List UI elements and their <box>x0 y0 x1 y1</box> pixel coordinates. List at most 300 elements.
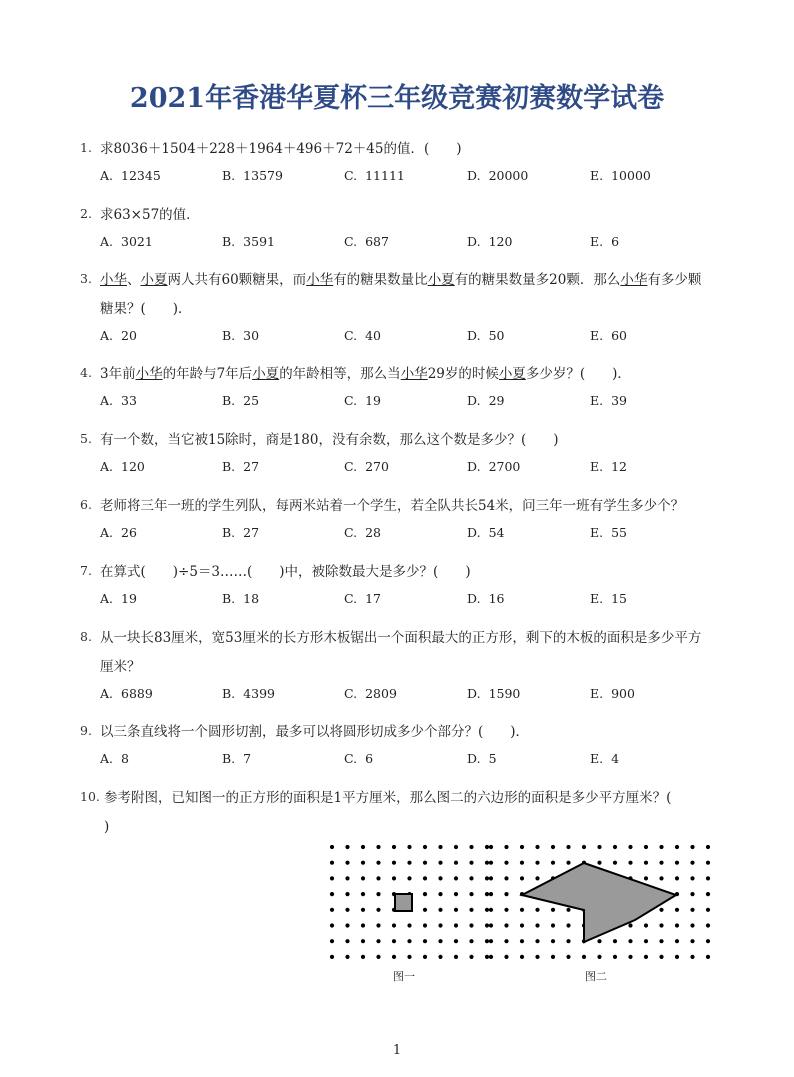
question-text: 小华、小夏两人共有60颗糖果，而小华有的糖果数量比小夏有的糖果数量多20颗．那么小华有多少颗 <box>100 272 702 288</box>
grid-dot <box>330 908 334 912</box>
option-value: 26 <box>121 525 137 540</box>
grid-dot <box>644 939 648 943</box>
grid-dot <box>423 908 427 912</box>
option-value: 120 <box>121 459 145 474</box>
grid-dot <box>628 861 632 865</box>
option-value: 29 <box>488 393 505 408</box>
grid-dot <box>504 876 508 880</box>
grid-dot <box>407 923 411 927</box>
option-letter: C. <box>344 686 358 701</box>
answer-option[interactable] <box>222 525 259 540</box>
grid-dot <box>485 955 489 959</box>
grid-dot <box>345 908 349 912</box>
grid-dot <box>438 955 442 959</box>
option-letter: E. <box>590 751 604 766</box>
answer-option[interactable] <box>590 328 627 343</box>
option-letter: B. <box>222 168 236 183</box>
grid-dot <box>520 861 524 865</box>
grid-dot <box>520 908 524 912</box>
grid-dot <box>345 845 349 849</box>
option-value: 10000 <box>611 168 651 183</box>
grid-dot <box>566 908 570 912</box>
option-value: 6 <box>365 751 374 766</box>
option-letter: A. <box>100 168 114 183</box>
option-letter: B. <box>222 751 236 766</box>
grid-dot <box>454 955 458 959</box>
grid-dot <box>454 845 458 849</box>
option-value: 1590 <box>488 686 521 701</box>
grid-dot <box>628 955 632 959</box>
grid-dot <box>690 892 694 896</box>
answer-option[interactable] <box>467 168 528 183</box>
grid-dot <box>520 939 524 943</box>
grid-dot <box>345 892 349 896</box>
option-value: 19 <box>121 591 137 606</box>
grid-dot <box>504 955 508 959</box>
grid-dot <box>706 955 710 959</box>
underlined-name: 小华 <box>620 272 648 288</box>
answer-option[interactable] <box>222 393 259 408</box>
grid-dot <box>454 939 458 943</box>
underlined-name: 小华 <box>100 272 127 288</box>
option-value: 33 <box>121 393 137 408</box>
grid-dot <box>376 908 380 912</box>
grid-dot <box>504 892 508 896</box>
figure-one-caption: 图一 <box>393 970 415 983</box>
option-letter: C. <box>344 459 358 474</box>
grid-dot <box>485 908 489 912</box>
option-value: 20 <box>121 328 137 343</box>
grid-dot <box>644 845 648 849</box>
option-letter: E. <box>590 328 604 343</box>
grid-dot <box>438 845 442 849</box>
grid-dot <box>551 955 555 959</box>
answer-option[interactable] <box>344 751 373 766</box>
option-letter: D. <box>467 234 481 249</box>
grid-dot <box>438 892 442 896</box>
answer-option[interactable] <box>467 393 504 408</box>
grid-dot <box>489 908 493 912</box>
grid-dot <box>659 845 663 849</box>
grid-dot <box>675 908 679 912</box>
grid-dot <box>597 861 601 865</box>
grid-dot <box>330 892 334 896</box>
grid-dot <box>392 939 396 943</box>
grid-dot <box>454 892 458 896</box>
grid-dot <box>345 876 349 880</box>
answer-option[interactable] <box>590 393 627 408</box>
option-value: 20000 <box>488 168 529 183</box>
option-value: 3021 <box>121 234 153 249</box>
question-number: 3. <box>80 271 92 286</box>
grid-dot <box>628 923 632 927</box>
grid-dot <box>566 845 570 849</box>
answer-option[interactable] <box>467 751 497 766</box>
grid-dot <box>613 955 617 959</box>
underlined-name: 小华 <box>135 366 163 382</box>
answer-option[interactable] <box>344 328 381 343</box>
answer-option[interactable] <box>590 591 627 606</box>
answer-option[interactable] <box>344 168 405 183</box>
grid-dot <box>690 923 694 927</box>
grid-dot <box>535 908 539 912</box>
grid-dot <box>392 923 396 927</box>
option-letter: A. <box>100 591 114 606</box>
grid-dot <box>361 939 365 943</box>
grid-dot <box>535 845 539 849</box>
grid-dot <box>582 845 586 849</box>
grid-dot <box>690 861 694 865</box>
question-number: 1. <box>80 140 92 155</box>
answer-option[interactable] <box>100 686 153 701</box>
question-text: 在算式( )÷5＝3……( )中，被除数最大是多少？( ) <box>100 564 471 580</box>
grid-dot <box>706 876 710 880</box>
answer-option[interactable] <box>344 591 381 606</box>
option-value: 2700 <box>488 459 521 474</box>
grid-dot <box>566 923 570 927</box>
grid-dot <box>407 955 411 959</box>
option-value: 50 <box>488 328 505 343</box>
option-value: 270 <box>365 459 389 474</box>
grid-dot <box>659 861 663 865</box>
option-letter: D. <box>467 591 481 606</box>
underlined-name: 小华 <box>306 272 334 288</box>
option-value: 17 <box>365 591 381 606</box>
question-number: 9. <box>80 723 92 738</box>
grid-dot <box>438 939 442 943</box>
grid-dot <box>485 861 489 865</box>
answer-option[interactable] <box>100 459 145 474</box>
answer-option[interactable] <box>344 686 397 701</box>
option-value: 5 <box>488 751 497 766</box>
option-letter: B. <box>222 591 236 606</box>
answer-option[interactable] <box>100 168 161 183</box>
option-letter: D. <box>467 168 481 183</box>
answer-option[interactable] <box>344 393 381 408</box>
underlined-name: 小夏 <box>427 272 455 288</box>
grid-dot <box>597 955 601 959</box>
question-number: 2. <box>80 206 92 221</box>
answer-option[interactable] <box>344 234 389 249</box>
question-text: 求8036＋1504＋228＋1964＋496＋72＋45的值．( ) <box>100 141 462 157</box>
option-letter: C. <box>344 751 358 766</box>
option-value: 4 <box>611 751 620 766</box>
grid-dot <box>407 939 411 943</box>
grid-dot <box>520 955 524 959</box>
grid-dot <box>376 861 380 865</box>
answer-options <box>100 234 740 254</box>
answer-option[interactable] <box>467 525 504 540</box>
grid-dot <box>361 892 365 896</box>
answer-option[interactable] <box>222 459 259 474</box>
question-text: 以三条直线将一个圆形切割，最多可以将圆形切成多少个部分？( )． <box>100 724 530 740</box>
grid-dot <box>423 876 427 880</box>
grid-dot <box>489 861 493 865</box>
underlined-name: 小夏 <box>252 366 280 382</box>
grid-dot <box>520 876 524 880</box>
grid-dot <box>520 923 524 927</box>
grid-dot <box>407 876 411 880</box>
answer-option[interactable] <box>590 751 619 766</box>
underlined-name: 小华 <box>400 366 428 382</box>
grid-dot <box>659 876 663 880</box>
grid-dot <box>659 955 663 959</box>
option-value: 40 <box>365 328 381 343</box>
question-number: 5. <box>80 431 92 446</box>
grid-dot <box>690 908 694 912</box>
answer-option[interactable] <box>344 459 389 474</box>
grid-dot <box>644 923 648 927</box>
grid-dot <box>454 876 458 880</box>
grid-dot <box>535 876 539 880</box>
grid-dot <box>485 876 489 880</box>
option-value: 8 <box>121 751 129 766</box>
option-letter: A. <box>100 459 114 474</box>
grid-dot <box>454 861 458 865</box>
grid-dot <box>520 845 524 849</box>
answer-option[interactable] <box>344 525 381 540</box>
option-value: 28 <box>365 525 381 540</box>
grid-dot <box>504 845 508 849</box>
option-letter: D. <box>467 328 481 343</box>
grid-dot <box>675 955 679 959</box>
grid-dot <box>376 845 380 849</box>
option-letter: E. <box>590 686 604 701</box>
option-letter: A. <box>100 525 114 540</box>
grid-dot <box>675 923 679 927</box>
grid-dot <box>469 908 473 912</box>
grid-dot <box>330 861 334 865</box>
question-text: 求63×57的值． <box>100 207 200 223</box>
grid-dot <box>551 908 555 912</box>
question-text: 老师将三年一班的学生列队，每两米站着一个学生，若全队共长54米，问三年一班有学生多少个？ <box>100 498 685 514</box>
grid-dot <box>361 861 365 865</box>
option-value: 60 <box>611 328 628 343</box>
question-number: 8. <box>80 629 92 644</box>
question-text: 从一块长83厘米，宽53厘米的长方形木板锯出一个面积最大的正方形，剩下的木板的面积是多少平方 <box>100 630 702 646</box>
option-letter: A. <box>100 686 114 701</box>
answer-option[interactable] <box>467 591 504 606</box>
grid-dot <box>469 876 473 880</box>
option-letter: E. <box>590 393 604 408</box>
grid-dot <box>644 955 648 959</box>
grid-dot <box>392 861 396 865</box>
question-number: 10. <box>80 789 100 804</box>
hexagon-shape <box>522 863 676 942</box>
grid-dot <box>438 923 442 927</box>
answer-option[interactable] <box>467 459 520 474</box>
grid-dot <box>345 939 349 943</box>
grid-dot <box>376 923 380 927</box>
grid-dot <box>504 861 508 865</box>
grid-dot <box>330 923 334 927</box>
grid-dot <box>407 861 411 865</box>
grid-dot <box>345 861 349 865</box>
option-value: 25 <box>243 393 260 408</box>
grid-dot <box>489 955 493 959</box>
option-letter: A. <box>100 751 114 766</box>
grid-dot <box>485 892 489 896</box>
grid-dot <box>628 939 632 943</box>
grid-dot <box>330 939 334 943</box>
grid-dot <box>659 908 663 912</box>
option-letter: D. <box>467 751 481 766</box>
option-value: 39 <box>611 393 628 408</box>
grid-dot <box>392 845 396 849</box>
option-value: 27 <box>243 459 260 474</box>
grid-dot <box>345 923 349 927</box>
option-letter: C. <box>344 234 358 249</box>
grid-dot <box>489 876 493 880</box>
answer-option[interactable] <box>100 328 137 343</box>
grid-dot <box>706 908 710 912</box>
grid-dot <box>566 861 570 865</box>
grid-dot <box>551 861 555 865</box>
grid-dot <box>469 892 473 896</box>
grid-dot <box>597 845 601 849</box>
option-letter: E. <box>590 459 604 474</box>
unit-square <box>395 894 412 911</box>
grid-dot <box>423 861 427 865</box>
grid-dot <box>706 861 710 865</box>
grid-dot <box>438 876 442 880</box>
grid-dot <box>613 861 617 865</box>
option-letter: A. <box>100 234 114 249</box>
grid-dot <box>489 845 493 849</box>
grid-dot <box>706 892 710 896</box>
option-letter: D. <box>467 686 481 701</box>
grid-dot <box>597 939 601 943</box>
option-value: 12345 <box>121 168 161 183</box>
question-number: 4. <box>80 365 92 380</box>
underlined-name: 小夏 <box>498 366 526 382</box>
option-letter: B. <box>222 525 236 540</box>
grid-dot <box>361 845 365 849</box>
answer-option[interactable] <box>222 751 251 766</box>
answer-option[interactable] <box>222 168 283 183</box>
grid-dot <box>376 955 380 959</box>
grid-dot <box>376 876 380 880</box>
grid-dot <box>690 845 694 849</box>
answer-options <box>100 328 740 348</box>
grid-dot <box>423 939 427 943</box>
grid-dot <box>330 876 334 880</box>
grid-dot <box>504 939 508 943</box>
grid-dot <box>613 939 617 943</box>
grid-dot <box>675 861 679 865</box>
option-letter: B. <box>222 686 236 701</box>
option-letter: D. <box>467 393 481 408</box>
option-letter: C. <box>344 168 358 183</box>
answer-option[interactable] <box>222 234 275 249</box>
grid-dot <box>675 845 679 849</box>
grid-dot <box>361 923 365 927</box>
grid-dot <box>551 923 555 927</box>
option-value: 3591 <box>243 234 275 249</box>
grid-dot <box>675 876 679 880</box>
grid-dot <box>535 923 539 927</box>
grid-dot <box>361 908 365 912</box>
option-letter: E. <box>590 591 604 606</box>
grid-dot <box>361 955 365 959</box>
option-value: 18 <box>243 591 260 606</box>
answer-option[interactable] <box>467 234 512 249</box>
option-letter: B. <box>222 234 236 249</box>
option-value: 12 <box>611 459 628 474</box>
grid-dot <box>376 892 380 896</box>
grid-dot <box>485 939 489 943</box>
answer-option[interactable] <box>222 686 275 701</box>
grid-dot <box>330 955 334 959</box>
page-number: 1 <box>392 1043 402 1058</box>
answer-option[interactable] <box>590 168 651 183</box>
grid-dot <box>690 955 694 959</box>
grid-dot <box>706 845 710 849</box>
answer-option[interactable] <box>590 234 619 249</box>
answer-option[interactable] <box>100 751 129 766</box>
answer-option[interactable] <box>590 686 635 701</box>
question-text: 3年前小华的年龄与7年后小夏的年龄相等，那么当小华29岁的时候小夏多少岁？( )． <box>100 366 631 382</box>
answer-options <box>100 751 740 771</box>
option-value: 27 <box>243 525 260 540</box>
option-letter: E. <box>590 234 604 249</box>
answer-option[interactable] <box>467 686 520 701</box>
answer-option[interactable] <box>100 234 153 249</box>
grid-dot <box>489 939 493 943</box>
question-text: 有一个数，当它被15除时，商是180，没有余数，那么这个数是多少？( ) <box>100 432 559 448</box>
option-letter: B. <box>222 459 236 474</box>
option-value: 7 <box>243 751 252 766</box>
grid-dot <box>690 876 694 880</box>
grid-dot <box>551 939 555 943</box>
grid-dot <box>469 845 473 849</box>
grid-dot <box>454 923 458 927</box>
answer-option[interactable] <box>467 328 504 343</box>
answer-option[interactable] <box>100 393 137 408</box>
answer-option[interactable] <box>590 525 627 540</box>
option-letter: A. <box>100 393 114 408</box>
grid-dot <box>489 892 493 896</box>
answer-option[interactable] <box>222 591 259 606</box>
answer-option[interactable] <box>222 328 259 343</box>
answer-option[interactable] <box>100 525 137 540</box>
answer-options <box>100 591 740 611</box>
answer-option[interactable] <box>100 591 137 606</box>
grid-dot <box>535 861 539 865</box>
option-letter: C. <box>344 328 358 343</box>
option-value: 15 <box>611 591 628 606</box>
grid-dot <box>706 939 710 943</box>
option-letter: A. <box>100 328 114 343</box>
option-value: 6889 <box>121 686 153 701</box>
grid-dot <box>423 892 427 896</box>
answer-option[interactable] <box>590 459 627 474</box>
option-value: 13579 <box>243 168 283 183</box>
grid-dot <box>423 955 427 959</box>
grid-dot <box>330 845 334 849</box>
grid-dot <box>469 939 473 943</box>
answer-options <box>100 393 740 413</box>
grid-dot <box>535 955 539 959</box>
grid-dot <box>504 923 508 927</box>
grid-dot <box>392 955 396 959</box>
option-letter: E. <box>590 525 604 540</box>
grid-dot <box>345 955 349 959</box>
question-text: ) <box>104 819 110 835</box>
grid-dot <box>376 939 380 943</box>
grid-dot <box>659 923 663 927</box>
option-value: 11111 <box>365 168 405 183</box>
